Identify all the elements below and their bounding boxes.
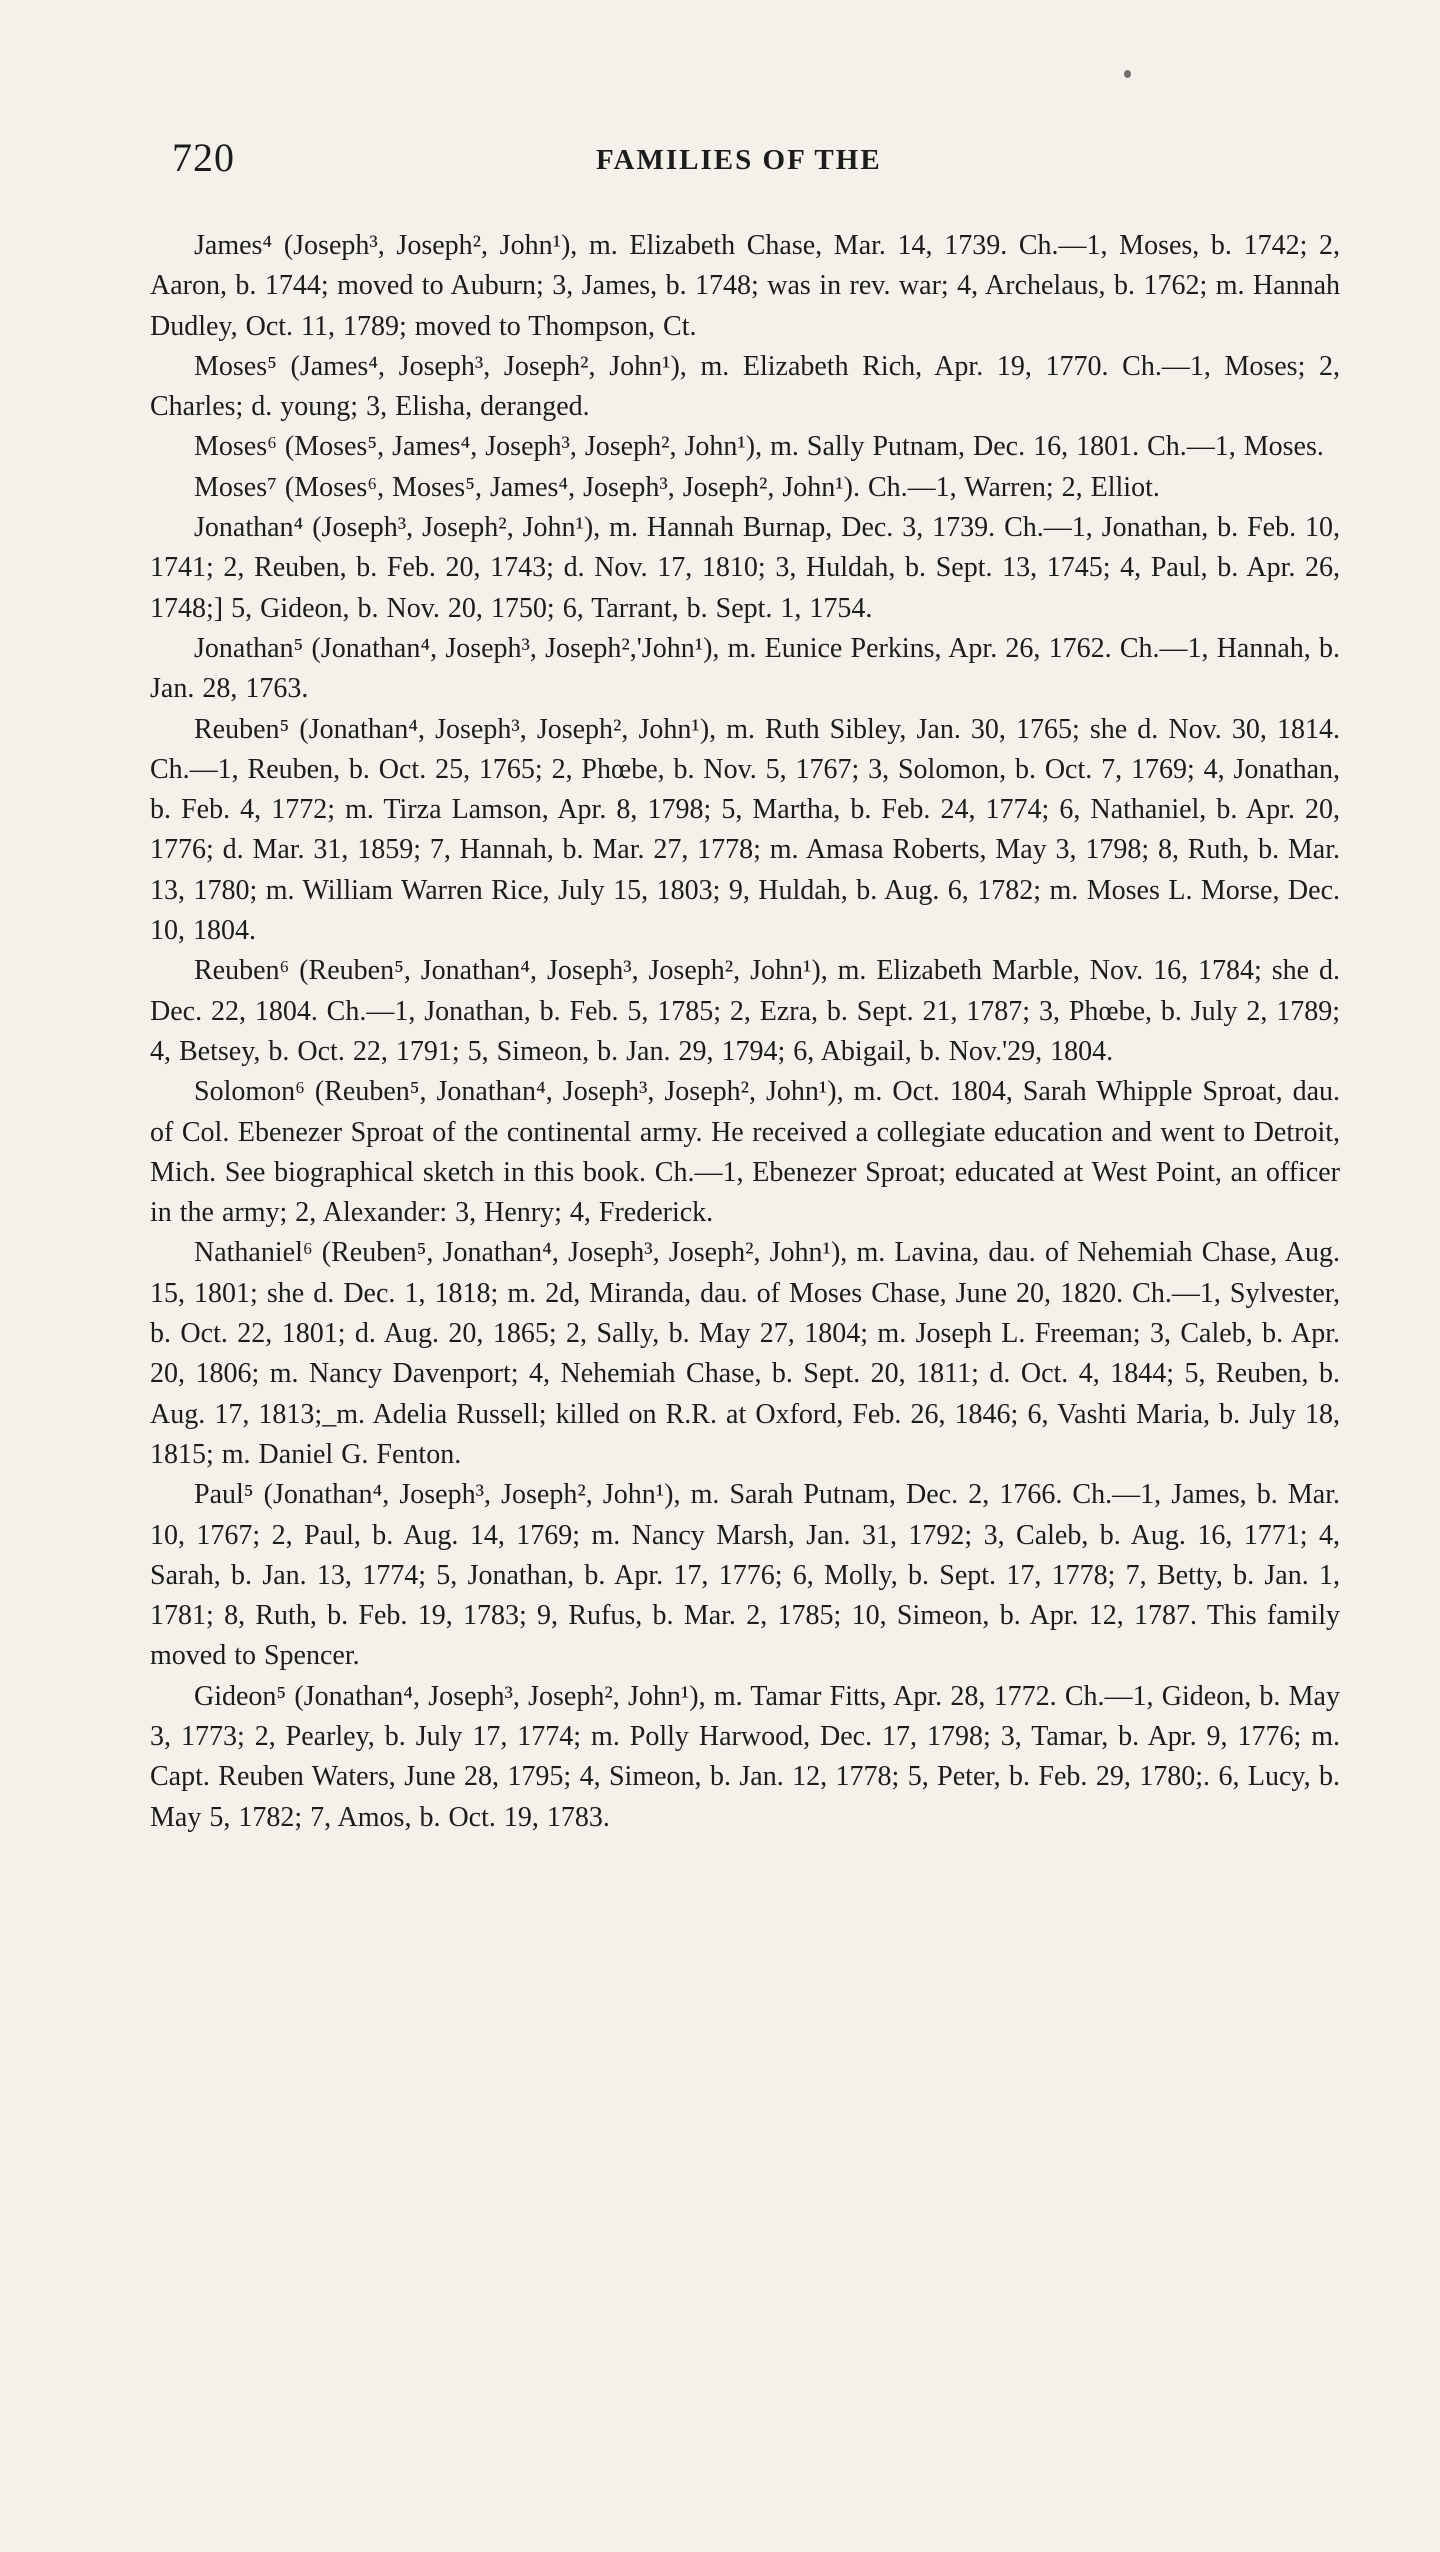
- entry-solomon-6: Solomon⁶ (Reuben⁵, Jonathan⁴, Joseph³, Joseph², John¹), m. Oct. 1804, Sarah Whipple Sproat, dau. of Col. Ebenezer Sproat of the continental army. He received a collegiate education and went to Detroit, Mich. See biographical sketch in this book. Ch.—1, Ebenezer Sproat; educated at West Point, an officer in the army; 2, Alexander: 3, Henry; 4, Frederick.: [150, 1076, 1340, 1229]
- running-title: FAMILIES OF THE: [596, 144, 882, 176]
- page-header: [172, 128, 1352, 188]
- entry-moses-5: Moses⁵ (James⁴, Joseph³, Joseph², John¹), m. Elizabeth Rich, Apr. 19, 1770. Ch.—1, Moses; 2, Charles; d. young; 3, Elisha, deranged.: [150, 350, 1340, 423]
- entry-nathaniel-6: Nathaniel⁶ (Reuben⁵, Jonathan⁴, Joseph³, Joseph², John¹), m. Lavina, dau. of Nehemiah Chase, Aug. 15, 1801; she d. Dec. 1, 1818; m. 2d, Miranda, dau. of Moses Chase, June 20, 1820. Ch.—1, Sylvester, b. Oct. 22, 1801; d. Aug. 20, 1865; 2, Sally, b. May 27, 1804; m. Joseph L. Freeman; 3, Caleb, b. Apr. 20, 1806; m. Nancy Davenport; 4, Nehemiah Chase, b. Sept. 20, 1811; d. Oct. 4, 1844; 5, Reuben, b. Aug. 17, 1813;_m. Adelia Russell; killed on R.R. at Oxford, Feb. 26, 1846; 6, Vashti Maria, b. July 18, 1815; m. Daniel G. Fenton.: [150, 1237, 1340, 1470]
- ink-speck: [1124, 70, 1131, 78]
- entry-moses-6: Moses⁶ (Moses⁵, James⁴, Joseph³, Joseph², John¹), m. Sally Putnam, Dec. 16, 1801. Ch.—1, Moses.: [194, 431, 1324, 463]
- page-number: 720: [172, 135, 235, 180]
- entry-reuben-6: Reuben⁶ (Reuben⁵, Jonathan⁴, Joseph³, Joseph², John¹), m. Elizabeth Marble, Nov. 16, 1784; she d. Dec. 22, 1804. Ch.—1, Jonathan, b. Feb. 5, 1785; 2, Ezra, b. Sept. 21, 1787; 3, Phœbe, b. July 2, 1789; 4, Betsey, b. Oct. 22, 1791; 5, Simeon, b. Jan. 29, 1794; 6, Abigail, b. Nov.'29, 1804.: [150, 955, 1340, 1067]
- entry-reuben-5: Reuben⁵ (Jonathan⁴, Joseph³, Joseph², John¹), m. Ruth Sibley, Jan. 30, 1765; she d. Nov. 30, 1814. Ch.—1, Reuben, b. Oct. 25, 1765; 2, Phœbe, b. Nov. 5, 1767; 3, Solomon, b. Oct. 7, 1769; 4, Jonathan, b. Feb. 4, 1772; m. Tirza Lamson, Apr. 8, 1798; 5, Martha, b. Feb. 24, 1774; 6, Nathaniel, b. Apr. 20, 1776; d. Mar. 31, 1859; 7, Hannah, b. Mar. 27, 1778; m. Amasa Roberts, May 3, 1798; 8, Ruth, b. Mar. 13, 1780; m. William Warren Rice, July 15, 1803; 9, Huldah, b. Aug. 6, 1782; m. Moses L. Morse, Dec. 10, 1804.: [150, 713, 1340, 947]
- entry-moses-7: Moses⁷ (Moses⁶, Moses⁵, James⁴, Joseph³, Joseph², John¹). Ch.—1, Warren; 2, Elliot.: [194, 471, 1160, 503]
- entry-james-4: James⁴ (Joseph³, Joseph², John¹), m. Elizabeth Chase, Mar. 14, 1739. Ch.—1, Moses, b. 1742; 2, Aaron, b. 1744; moved to Auburn; 3, James, b. 1748; was in rev. war; 4, Archelaus, b. 1762; m. Hannah Dudley, Oct. 11, 1789; moved to Thompson, Ct.: [150, 230, 1340, 342]
- entry-paul-5: Paul⁵ (Jonathan⁴, Joseph³, Joseph², John¹), m. Sarah Putnam, Dec. 2, 1766. Ch.—1, James, b. Mar. 10, 1767; 2, Paul, b. Aug. 14, 1769; m. Nancy Marsh, Jan. 31, 1792; 3, Caleb, b. Aug. 16, 1771; 4, Sarah, b. Jan. 13, 1774; 5, Jonathan, b. Apr. 17, 1776; 6, Molly, b. Sept. 17, 1778; 7, Betty, b. Jan. 1, 1781; 8, Ruth, b. Feb. 19, 1783; 9, Rufus, b. Mar. 2, 1785; 10, Simeon, b. Apr. 12, 1787. This family moved to Spencer.: [150, 1479, 1340, 1672]
- genealogy-text: [150, 226, 1340, 1838]
- entry-gideon-5: Gideon⁵ (Jonathan⁴, Joseph³, Joseph², John¹), m. Tamar Fitts, Apr. 28, 1772. Ch.—1, Gideon, b. May 3, 1773; 2, Pearley, b. July 17, 1774; m. Polly Harwood, Dec. 17, 1798; 3, Tamar, b. Apr. 9, 1776; m. Capt. Reuben Waters, June 28, 1795; 4, Simeon, b. Jan. 12, 1778; 5, Peter, b. Feb. 29, 1780;. 6, Lucy, b. May 5, 1782; 7, Amos, b. Oct. 19, 1783.: [150, 1680, 1340, 1833]
- entry-jonathan-5: Jonathan⁵ (Jonathan⁴, Joseph³, Joseph²,'John¹), m. Eunice Perkins, Apr. 26, 1762. Ch.—1, Hannah, b. Jan. 28, 1763.: [150, 632, 1340, 705]
- entry-jonathan-4: Jonathan⁴ (Joseph³, Joseph², John¹), m. Hannah Burnap, Dec. 3, 1739. Ch.—1, Jonathan, b. Feb. 10, 1741; 2, Reuben, b. Feb. 20, 1743; d. Nov. 17, 1810; 3, Huldah, b. Sept. 13, 1745; 4, Paul, b. Apr. 26, 1748;] 5, Gideon, b. Nov. 20, 1750; 6, Tarrant, b. Sept. 1, 1754.: [150, 512, 1340, 624]
